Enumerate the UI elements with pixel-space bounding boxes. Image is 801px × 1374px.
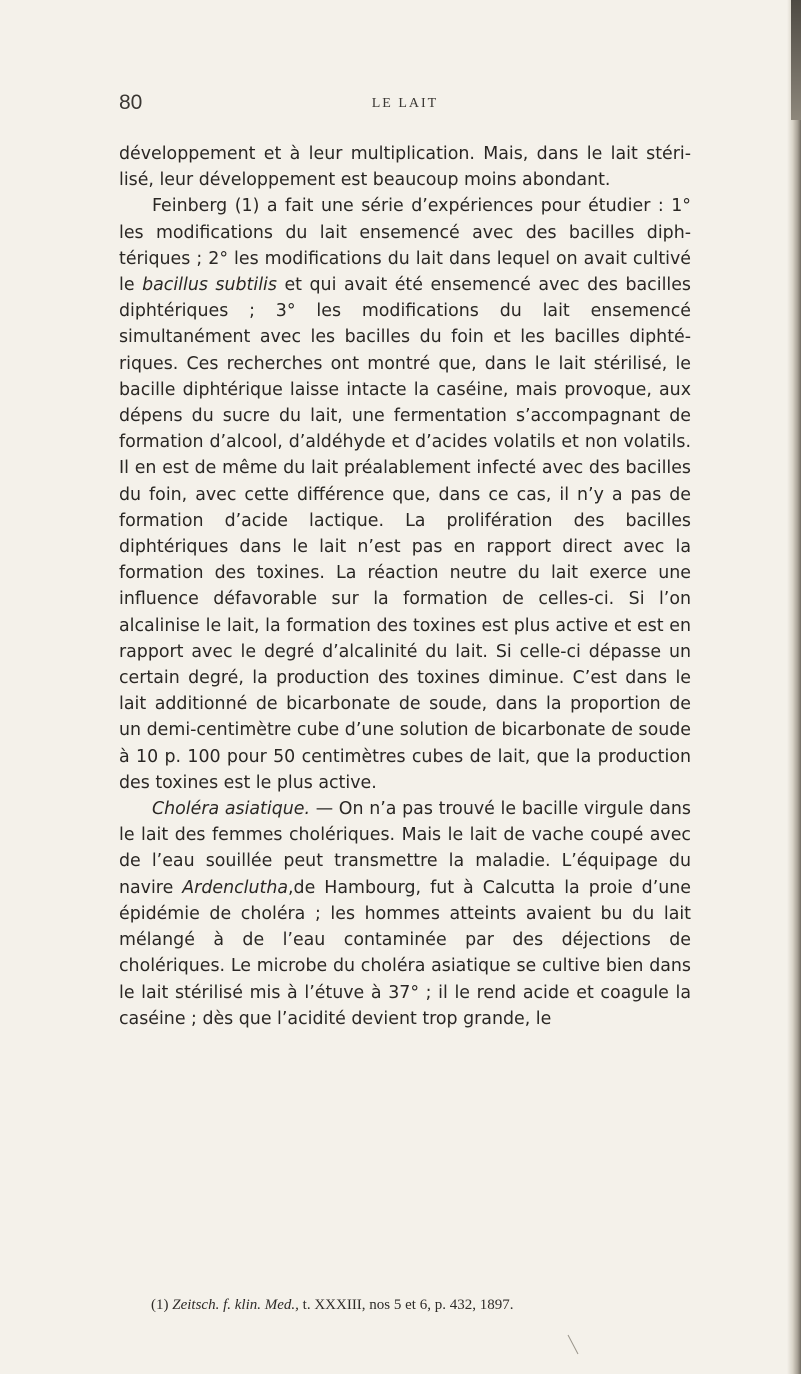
footnote-reference: t. XXXIII, nos 5 et 6, p. 432, 1897. (298, 1297, 514, 1313)
ship-name: Ardenclutha (182, 877, 289, 898)
stray-pencil-mark (566, 1334, 580, 1356)
page-edge-dark-corner (791, 0, 801, 120)
footnote-journal: Zeitsch. f. klin. Med., (172, 1297, 299, 1313)
running-title: LE LAIT (371, 96, 439, 111)
footnote (151, 1293, 691, 1317)
paragraph-2-text-b: et qui avait été ensemencé avec des bacilles diphtériques ; 3° les modifications du lait ensemencé simultanément avec les bacilles du foin et les bacilles diphtériques. Ces recherches ont montré que, dans le lait stérilisé, le bacille diphtérique laisse intacte la caséine, mais provoque, aux dépens du sucre du lait, une fermentation s’accompagnant de formation d’alcool, d’aldéhyde et d’acides volatils et non volatils. Il en est de même du lait préalablement infecté avec des bacilles du foin, avec cette différence que, dans ce cas, il n’y a pas de formation d’acide lactique. La prolifération des bacilles diphtériques dans le lait n’est pas en rapport direct avec la formation des toxines. La réaction neutre du lait exerce une influence défavorable sur la formation de celles-ci. Si l’on alcalinise le lait, la formation des toxines est plus active et est en rapport avec le degré d’alcalinité du lait. Si celle-ci dépasse un certain degré, la production des toxines diminue. C’est dans le lait additionné de bicarbonate de soude, dans la proportion de un demi-centimètre cube d’une solution de bicarbonate de soude à 10 p. 100 pour 50 centimètres cubes de lait, que la production des toxines est le plus active. (119, 275, 691, 793)
paragraph-3-text-b: ,de Hambourg, fut à Calcutta la proie d’une épidémie de choléra ; les hommes atteints avaient bu du lait mélangé à de l’eau contaminée par des déjections de cholériques. Le microbe du choléra asiatique se cultive bien dans le lait stérilisé mis à l’étuve à 37° ; il le rend acide et coagule la caséine ; dès que l’acidité devient trop grande, le (119, 877, 691, 1029)
page-edge-shadow (787, 0, 801, 1374)
paragraph-2-text-a: Feinberg (1) a fait une série d’expériences pour étudier : 1° les modifications du lait ensemencé avec des bacilles diphtériques ; 2° les modifications du lait dans lequel on avait cultivé le (119, 196, 691, 296)
page-number: 80 (119, 91, 143, 114)
paragraph-2 (119, 193, 691, 796)
footnote-number: (1) (151, 1297, 169, 1313)
page-header (119, 88, 691, 118)
body-text (119, 141, 691, 1032)
paragraph-1: développement et à leur multiplication. Mais, dans le lait stérilisé, leur développement est beaucoup moins abondant. (119, 144, 691, 191)
bacillus-subtilis-term: bacillus subtilis (142, 275, 277, 296)
section-heading-cholera: Choléra asiatique. (152, 799, 310, 820)
paragraph-3 (119, 796, 691, 1032)
paragraph-3-text-a: — On n’a pas trouvé le bacille virgule dans le lait des femmes cholériques. Mais le lait de vache coupé avec de l’eau souillée peut transmettre la maladie. L’équipage du navire (119, 799, 691, 898)
